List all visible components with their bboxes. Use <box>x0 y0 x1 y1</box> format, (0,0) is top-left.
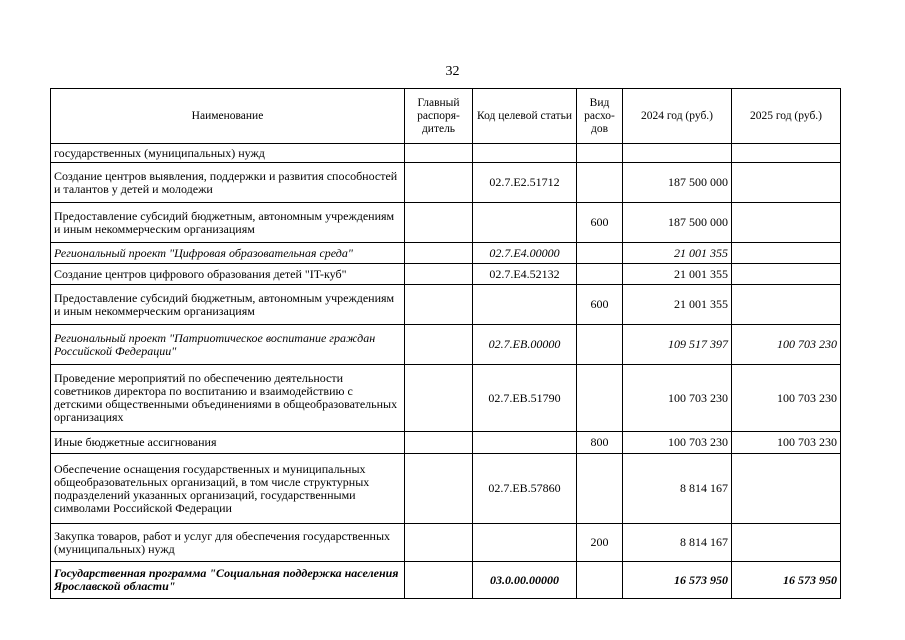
row-admin <box>405 365 473 432</box>
row-2024: 187 500 000 <box>623 203 732 243</box>
row-admin <box>405 325 473 365</box>
row-2024: 16 573 950 <box>623 562 732 599</box>
row-2025 <box>732 264 841 285</box>
header-2024: 2024 год (руб.) <box>623 89 732 144</box>
row-code: 02.7.E4.00000 <box>473 243 577 264</box>
row-code <box>473 524 577 562</box>
row-expense-type <box>577 454 623 524</box>
row-2025: 100 703 230 <box>732 365 841 432</box>
row-admin <box>405 203 473 243</box>
row-2024: 8 814 167 <box>623 524 732 562</box>
row-name: Предоставление субсидий бюджетным, автономным учреждениям и иным некоммерческим организациям <box>51 285 405 325</box>
row-2025 <box>732 203 841 243</box>
row-admin <box>405 454 473 524</box>
row-2025 <box>732 163 841 203</box>
row-admin <box>405 432 473 454</box>
row-name: Региональный проект "Цифровая образовательная среда" <box>51 243 405 264</box>
header-name: Наименование <box>51 89 405 144</box>
header-admin: Главный распоря-дитель <box>405 89 473 144</box>
row-name: Создание центров выявления, поддержки и развития способностей и талантов у детей и молодежи <box>51 163 405 203</box>
row-name: Предоставление субсидий бюджетным, автономным учреждениям и иным некоммерческим организациям <box>51 203 405 243</box>
row-admin <box>405 264 473 285</box>
table-row <box>51 454 841 524</box>
row-2025 <box>732 524 841 562</box>
row-code <box>473 432 577 454</box>
row-admin <box>405 562 473 599</box>
table-row <box>51 243 841 264</box>
row-expense-type: 600 <box>577 203 623 243</box>
table-row <box>51 432 841 454</box>
row-2025 <box>732 144 841 163</box>
row-2024: 21 001 355 <box>623 243 732 264</box>
row-code: 02.7.EB.57860 <box>473 454 577 524</box>
row-expense-type <box>577 325 623 365</box>
header-expense-type: Вид расхо-дов <box>577 89 623 144</box>
row-admin <box>405 243 473 264</box>
row-code <box>473 203 577 243</box>
row-code: 02.7.E2.51712 <box>473 163 577 203</box>
row-name: государственных (муниципальных) нужд <box>51 144 405 163</box>
row-expense-type <box>577 264 623 285</box>
row-code: 02.7.EB.00000 <box>473 325 577 365</box>
row-2024: 100 703 230 <box>623 432 732 454</box>
table-row <box>51 365 841 432</box>
row-2024: 21 001 355 <box>623 264 732 285</box>
row-name: Иные бюджетные ассигнования <box>51 432 405 454</box>
row-2024: 21 001 355 <box>623 285 732 325</box>
row-name: Обеспечение оснащения государственных и муниципальных общеобразовательных организаций, в том числе структурных подразделений указанных организаций, государственными символами Российской Федерации <box>51 454 405 524</box>
row-admin <box>405 144 473 163</box>
row-name: Закупка товаров, работ и услуг для обеспечения государственных (муниципальных) нужд <box>51 524 405 562</box>
row-expense-type <box>577 243 623 264</box>
row-admin <box>405 524 473 562</box>
row-code <box>473 285 577 325</box>
table-row <box>51 285 841 325</box>
row-expense-type: 800 <box>577 432 623 454</box>
table-row <box>51 144 841 163</box>
row-expense-type: 600 <box>577 285 623 325</box>
row-expense-type <box>577 562 623 599</box>
row-expense-type <box>577 163 623 203</box>
row-expense-type <box>577 365 623 432</box>
row-code: 02.7.EB.51790 <box>473 365 577 432</box>
row-2024: 187 500 000 <box>623 163 732 203</box>
row-2025 <box>732 285 841 325</box>
row-2025: 100 703 230 <box>732 432 841 454</box>
table-row <box>51 325 841 365</box>
table-row <box>51 524 841 562</box>
row-code: 03.0.00.00000 <box>473 562 577 599</box>
row-name: Региональный проект "Патриотическое воспитание граждан Российской Федерации" <box>51 325 405 365</box>
table-row <box>51 264 841 285</box>
row-2025: 100 703 230 <box>732 325 841 365</box>
header-2025: 2025 год (руб.) <box>732 89 841 144</box>
row-expense-type: 200 <box>577 524 623 562</box>
row-name: Государственная программа "Социальная поддержка населения Ярославской области" <box>51 562 405 599</box>
row-name: Проведение мероприятий по обеспечению деятельности советников директора по воспитанию и взаимодействию с детскими общественными объединениями в общеобразовательных организациях <box>51 365 405 432</box>
page-number: 32 <box>445 64 460 79</box>
row-2025 <box>732 454 841 524</box>
row-2025: 16 573 950 <box>732 562 841 599</box>
header-code: Код целевой статьи <box>473 89 577 144</box>
row-2024: 8 814 167 <box>623 454 732 524</box>
table-row <box>51 203 841 243</box>
row-code: 02.7.E4.52132 <box>473 264 577 285</box>
row-expense-type <box>577 144 623 163</box>
budget-table <box>50 88 841 599</box>
row-2024: 109 517 397 <box>623 325 732 365</box>
row-admin <box>405 163 473 203</box>
row-name: Создание центров цифрового образования детей "IT-куб" <box>51 264 405 285</box>
row-code <box>473 144 577 163</box>
row-2024: 100 703 230 <box>623 365 732 432</box>
row-admin <box>405 285 473 325</box>
table-row <box>51 163 841 203</box>
row-2024 <box>623 144 732 163</box>
table-header-row <box>51 89 841 144</box>
table-row <box>51 562 841 599</box>
row-2025 <box>732 243 841 264</box>
